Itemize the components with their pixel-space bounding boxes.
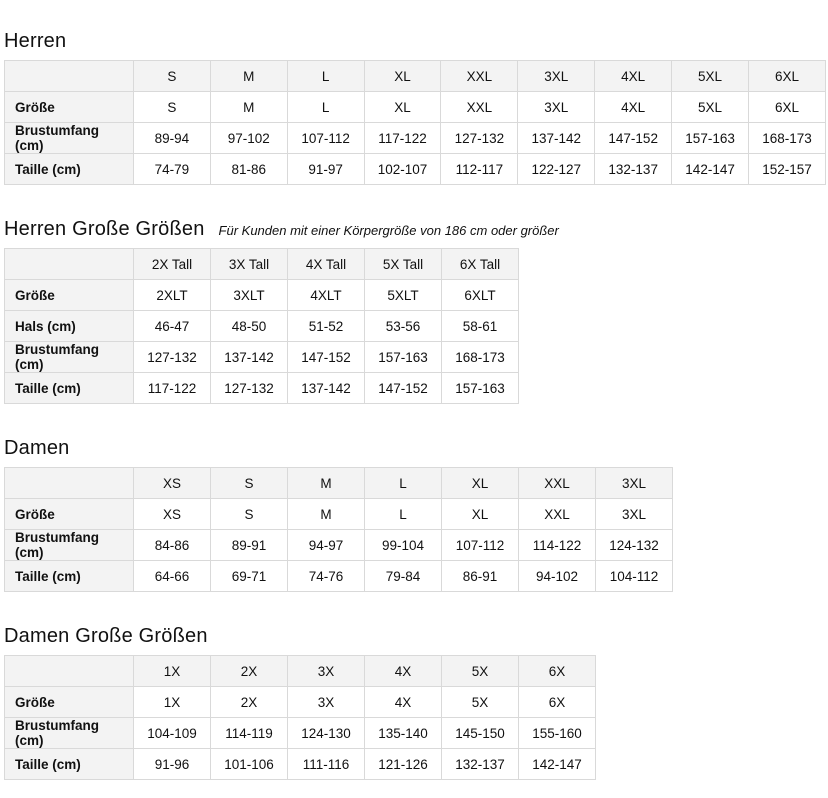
value-cell: 64-66 — [134, 561, 211, 592]
value-cell: 6XL — [749, 92, 826, 123]
value-cell: 127-132 — [211, 373, 288, 404]
row-label: Hals (cm) — [5, 311, 134, 342]
value-cell: L — [287, 92, 364, 123]
value-cell: 74-76 — [288, 561, 365, 592]
table-row — [5, 154, 826, 185]
header-row — [5, 468, 673, 499]
corner-cell — [5, 61, 134, 92]
value-cell: 3X — [288, 687, 365, 718]
row-label: Brustumfang (cm) — [5, 718, 134, 749]
section-herren — [4, 30, 826, 185]
value-cell: 4X — [365, 687, 442, 718]
section-damen-grosse-groessen — [4, 625, 826, 780]
column-header: S — [133, 61, 210, 92]
value-cell: 5XLT — [365, 280, 442, 311]
section-head-herren — [4, 30, 826, 53]
value-cell: XS — [134, 499, 211, 530]
section-title-herren-grosse-groessen: Herren Große Größen — [4, 218, 205, 240]
table-row — [5, 561, 673, 592]
value-cell: S — [133, 92, 210, 123]
value-cell: 124-130 — [288, 718, 365, 749]
value-cell: 102-107 — [364, 154, 441, 185]
column-header: 5X Tall — [365, 249, 442, 280]
value-cell: 74-79 — [133, 154, 210, 185]
value-cell: 117-122 — [364, 123, 441, 154]
value-cell: 114-122 — [519, 530, 596, 561]
value-cell: 91-97 — [287, 154, 364, 185]
table-row — [5, 280, 519, 311]
value-cell: 4XLT — [288, 280, 365, 311]
value-cell: 157-163 — [442, 373, 519, 404]
column-header: 6XL — [749, 61, 826, 92]
value-cell: 104-112 — [596, 561, 673, 592]
value-cell: 135-140 — [365, 718, 442, 749]
section-head-damen-grosse-groessen — [4, 625, 826, 648]
value-cell: 5XL — [672, 92, 749, 123]
damen-table — [4, 467, 673, 592]
value-cell: 147-152 — [288, 342, 365, 373]
herren-table — [4, 60, 826, 185]
table-row — [5, 499, 673, 530]
header-row — [5, 61, 826, 92]
value-cell: 6XLT — [442, 280, 519, 311]
value-cell: 5X — [442, 687, 519, 718]
value-cell: 132-137 — [442, 749, 519, 780]
value-cell: 152-157 — [749, 154, 826, 185]
column-header: 1X — [134, 656, 211, 687]
value-cell: 3XL — [596, 499, 673, 530]
value-cell: L — [365, 499, 442, 530]
column-header: 6X Tall — [442, 249, 519, 280]
value-cell: 3XLT — [211, 280, 288, 311]
row-label: Brustumfang (cm) — [5, 530, 134, 561]
value-cell: 4XL — [595, 92, 672, 123]
header-row — [5, 249, 519, 280]
table-row — [5, 342, 519, 373]
section-damen — [4, 437, 826, 592]
column-header: 5XL — [672, 61, 749, 92]
value-cell: 3XL — [518, 92, 595, 123]
value-cell: 89-94 — [133, 123, 210, 154]
value-cell: 6X — [519, 687, 596, 718]
value-cell: 89-91 — [211, 530, 288, 561]
value-cell: 107-112 — [442, 530, 519, 561]
size-chart-page — [4, 30, 826, 780]
value-cell: 114-119 — [211, 718, 288, 749]
value-cell: 107-112 — [287, 123, 364, 154]
value-cell: 94-97 — [288, 530, 365, 561]
column-header: XL — [364, 61, 441, 92]
row-label: Größe — [5, 92, 134, 123]
table-row — [5, 687, 596, 718]
section-title-damen: Damen — [4, 437, 70, 459]
value-cell: 86-91 — [442, 561, 519, 592]
value-cell: 58-61 — [442, 311, 519, 342]
value-cell: 69-71 — [211, 561, 288, 592]
table-row — [5, 311, 519, 342]
column-header: XL — [442, 468, 519, 499]
section-head-damen — [4, 437, 826, 460]
value-cell: 99-104 — [365, 530, 442, 561]
value-cell: 147-152 — [595, 123, 672, 154]
value-cell: 2X — [211, 687, 288, 718]
column-header: M — [288, 468, 365, 499]
value-cell: 1X — [134, 687, 211, 718]
column-header: M — [210, 61, 287, 92]
herren-grosse-groessen-table — [4, 248, 519, 404]
column-header: 3X Tall — [211, 249, 288, 280]
corner-cell — [5, 468, 134, 499]
value-cell: 132-137 — [595, 154, 672, 185]
value-cell: 137-142 — [288, 373, 365, 404]
row-label: Taille (cm) — [5, 154, 134, 185]
value-cell: 101-106 — [211, 749, 288, 780]
table-row — [5, 123, 826, 154]
value-cell: 104-109 — [134, 718, 211, 749]
value-cell: 111-116 — [288, 749, 365, 780]
row-label: Brustumfang (cm) — [5, 123, 134, 154]
row-label: Taille (cm) — [5, 561, 134, 592]
row-label: Größe — [5, 687, 134, 718]
value-cell: 121-126 — [365, 749, 442, 780]
value-cell: 168-173 — [749, 123, 826, 154]
value-cell: 79-84 — [365, 561, 442, 592]
column-header: XS — [134, 468, 211, 499]
section-title-damen-grosse-groessen: Damen Große Größen — [4, 625, 208, 647]
column-header: L — [365, 468, 442, 499]
value-cell: 145-150 — [442, 718, 519, 749]
row-label: Taille (cm) — [5, 373, 134, 404]
column-header: L — [287, 61, 364, 92]
table-row — [5, 718, 596, 749]
value-cell: XL — [442, 499, 519, 530]
value-cell: 117-122 — [134, 373, 211, 404]
value-cell: 127-132 — [441, 123, 518, 154]
value-cell: 157-163 — [672, 123, 749, 154]
value-cell: 157-163 — [365, 342, 442, 373]
column-header: 6X — [519, 656, 596, 687]
value-cell: 112-117 — [441, 154, 518, 185]
value-cell: M — [210, 92, 287, 123]
column-header: XXL — [519, 468, 596, 499]
value-cell: 97-102 — [210, 123, 287, 154]
section-title-herren: Herren — [4, 30, 67, 52]
header-row — [5, 656, 596, 687]
value-cell: 127-132 — [134, 342, 211, 373]
column-header: 4X Tall — [288, 249, 365, 280]
value-cell: 142-147 — [519, 749, 596, 780]
damen-grosse-groessen-table — [4, 655, 596, 780]
section-subtitle-herren-grosse-groessen: Für Kunden mit einer Körpergröße von 186 cm oder größer — [218, 223, 559, 238]
column-header: 4X — [365, 656, 442, 687]
value-cell: 122-127 — [518, 154, 595, 185]
value-cell: XXL — [441, 92, 518, 123]
column-header: S — [211, 468, 288, 499]
row-label: Größe — [5, 499, 134, 530]
column-header: 2X — [211, 656, 288, 687]
column-header: 3XL — [596, 468, 673, 499]
corner-cell — [5, 656, 134, 687]
value-cell: 137-142 — [518, 123, 595, 154]
column-header: 4XL — [595, 61, 672, 92]
value-cell: 91-96 — [134, 749, 211, 780]
value-cell: 84-86 — [134, 530, 211, 561]
row-label: Taille (cm) — [5, 749, 134, 780]
value-cell: 124-132 — [596, 530, 673, 561]
value-cell: 48-50 — [211, 311, 288, 342]
value-cell: 94-102 — [519, 561, 596, 592]
value-cell: 46-47 — [134, 311, 211, 342]
column-header: 3XL — [518, 61, 595, 92]
table-row — [5, 749, 596, 780]
value-cell: 51-52 — [288, 311, 365, 342]
table-row — [5, 530, 673, 561]
value-cell: 155-160 — [519, 718, 596, 749]
value-cell: M — [288, 499, 365, 530]
column-header: 2X Tall — [134, 249, 211, 280]
table-row — [5, 373, 519, 404]
value-cell: S — [211, 499, 288, 530]
row-label: Brustumfang (cm) — [5, 342, 134, 373]
corner-cell — [5, 249, 134, 280]
column-header: 5X — [442, 656, 519, 687]
row-label: Größe — [5, 280, 134, 311]
column-header: XXL — [441, 61, 518, 92]
section-herren-grosse-groessen — [4, 218, 826, 404]
value-cell: 137-142 — [211, 342, 288, 373]
table-row — [5, 92, 826, 123]
value-cell: 53-56 — [365, 311, 442, 342]
column-header: 3X — [288, 656, 365, 687]
value-cell: 2XLT — [134, 280, 211, 311]
value-cell: 81-86 — [210, 154, 287, 185]
value-cell: 142-147 — [672, 154, 749, 185]
size-chart-sections — [4, 30, 826, 780]
value-cell: XL — [364, 92, 441, 123]
value-cell: 147-152 — [365, 373, 442, 404]
value-cell: XXL — [519, 499, 596, 530]
section-head-herren-grosse-groessen — [4, 218, 826, 241]
value-cell: 168-173 — [442, 342, 519, 373]
